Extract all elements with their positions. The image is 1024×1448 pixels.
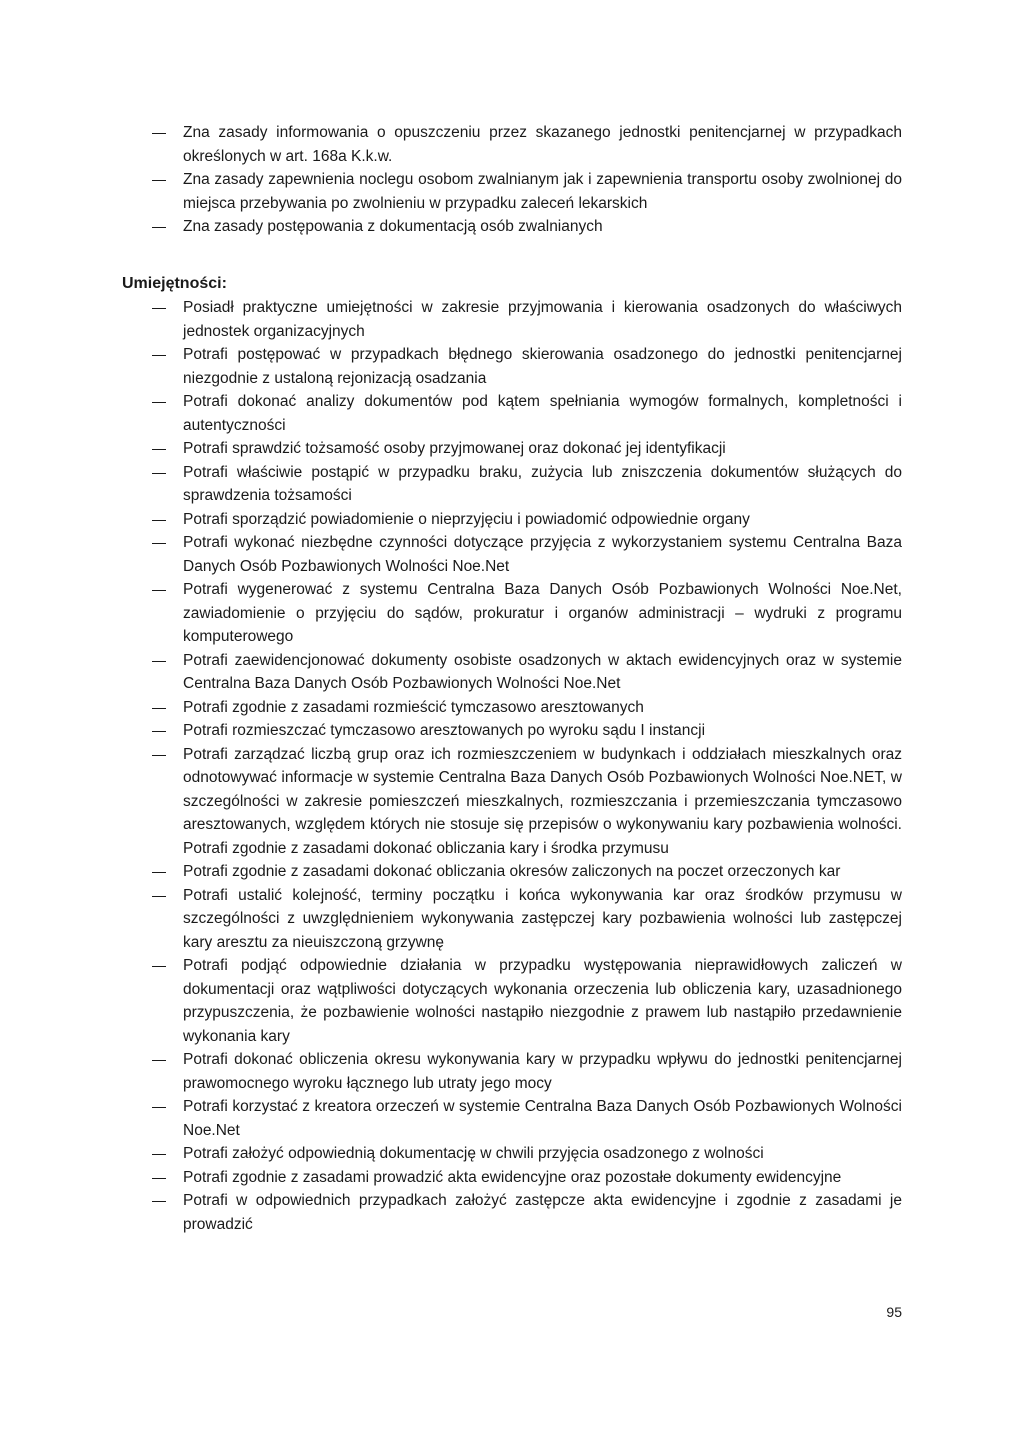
list-item (150, 296, 902, 343)
list-item-text: Posiadł praktyczne umiejętności w zakresie przyjmowania i kierowania osadzonych do właściwych jednostek organizacyjnych (183, 299, 902, 340)
list-item-text: Potrafi postępować w przypadkach błędnego skierowania osadzonego do jednostki penitencjarnej niezgodnie z ustaloną rejonizacją osadzania (183, 346, 902, 387)
list-item (150, 649, 902, 696)
list-item-text: Potrafi ustalić kolejność, terminy początku i końca wykonywania kar oraz środków przymusu w szczególności z uwzględnieniem wykonywania zastępczej kary pozbawienia wolności lub zastępczej kary aresztu za nieuiszczoną grzywnę (183, 886, 902, 951)
list-item (150, 168, 902, 215)
list-item-text: Potrafi właściwie postąpić w przypadku braku, zużycia lub zniszczenia dokumentów służących do sprawdzenia tożsamości (183, 463, 902, 504)
list-item (150, 461, 902, 508)
list-item (150, 884, 902, 955)
list-item (150, 719, 902, 743)
list-item-text: Potrafi założyć odpowiednią dokumentację w chwili przyjęcia osadzonego z wolności (183, 1145, 764, 1162)
list-item (150, 121, 902, 168)
list-item-text: Potrafi wykonać niezbędne czynności dotyczące przyjęcia z wykorzystaniem systemu Centralna Baza Danych Osób Pozbawionych Wolności Noe.Net (183, 534, 902, 575)
list-item (150, 578, 902, 649)
list-item (150, 1142, 902, 1166)
list-item-text: Potrafi wygenerować z systemu Centralna Baza Danych Osób Pozbawionych Wolności Noe.Net, zawiadomienie o przyjęciu do sądów, prokuratur i organów administracji – wydruki z programu komputerowego (183, 581, 902, 645)
skills-list (150, 296, 902, 1236)
list-item (150, 696, 902, 720)
list-item (150, 437, 902, 461)
list-item (150, 215, 902, 239)
skills-heading: Umiejętności: (122, 275, 227, 292)
list-item-text: Zna zasady informowania o opuszczeniu przez skazanego jednostki penitencjarnej w przypadkach określonych w art. 168a K.k.w. (183, 124, 902, 165)
list-item (150, 1166, 902, 1190)
list-item-text: Potrafi zgodnie z zasadami rozmieścić tymczasowo aresztowanych (183, 698, 644, 716)
list-item-text: Potrafi zgodnie z zasadami dokonać obliczania okresów zaliczonych na poczet orzeczonych kar (183, 863, 841, 880)
list-item (150, 343, 902, 390)
list-item-text: Potrafi sprawdzić tożsamość osoby przyjmowanej oraz dokonać jej identyfikacji (183, 440, 726, 457)
page-number: 95 (886, 1304, 902, 1320)
list-item-text: Potrafi zaewidencjonować dokumenty osobiste osadzonych w aktach ewidencyjnych oraz w systemie Centralna Baza Danych Osób Pozbawionych Wolności Noe.Net (183, 651, 902, 692)
list-item (150, 1048, 902, 1095)
list-item-text: Potrafi w odpowiednich przypadkach założyć zastępcze akta ewidencyjne i zgodnie z zasadami je prowadzić (183, 1192, 902, 1233)
list-item-text: Potrafi zarządzać liczbą grup oraz ich rozmieszczeniem w budynkach i oddziałach mieszkalnych oraz odnotowywać informacje w systemie Centralna Baza Danych Osób Pozbawionych Wolności Noe.NET, w szczególności w zakresie pomieszczeń mieszkalnych, rozmieszczania i przemieszczania tymczasowo aresztowanych, względem których nie stosuje się przepisów o wykonywaniu kary pozbawienia wolności. Potrafi zgodnie z zasadami dokonać obliczania kary i środka przymusu (183, 745, 902, 857)
list-item (150, 743, 902, 861)
list-item-text: Potrafi rozmieszczać tymczasowo aresztowanych po wyroku sądu I instancji (183, 722, 706, 739)
list-item-text: Potrafi zgodnie z zasadami prowadzić akta ewidencyjne oraz pozostałe dokumenty ewidencyjne (183, 1168, 842, 1186)
list-item (150, 390, 902, 437)
knowledge-list (150, 121, 902, 239)
list-item-text: Potrafi dokonać obliczenia okresu wykonywania kary w przypadku wpływu do jednostki penitencjarnej prawomocnego wyroku łącznego lub utraty jego mocy (183, 1051, 902, 1092)
list-item-text: Potrafi dokonać analizy dokumentów pod kątem spełniania wymogów formalnych, kompletności i autentyczności (183, 393, 902, 434)
list-item (150, 1095, 902, 1142)
list-item-text: Potrafi korzystać z kreatora orzeczeń w systemie Centralna Baza Danych Osób Pozbawionych Wolności Noe.Net (183, 1098, 902, 1139)
list-item (150, 531, 902, 578)
list-item-text: Potrafi podjąć odpowiednie działania w przypadku występowania nieprawidłowych zaliczeń w dokumentacji oraz wątpliwości dotyczących wykonania orzeczenia lub obliczenia kary, uzasadnionego przypuszczenia, że pozbawienie wolności nastąpiło niezgodnie z prawem lub nastąpiło przedawnienie wykonania kary (183, 957, 902, 1045)
list-item (150, 508, 902, 532)
list-item (150, 954, 902, 1048)
list-item (150, 860, 902, 884)
list-item-text: Zna zasady zapewnienia noclegu osobom zwalnianym jak i zapewnienia transportu osoby zwolnionej do miejsca przebywania po zwolnieniu w przypadku zaleceń lekarskich (183, 171, 902, 212)
list-item (150, 1189, 902, 1236)
list-item-text: Potrafi sporządzić powiadomienie o nieprzyjęciu i powiadomić odpowiednie organy (183, 510, 750, 528)
list-item-text: Zna zasady postępowania z dokumentacją osób zwalnianych (183, 218, 603, 235)
